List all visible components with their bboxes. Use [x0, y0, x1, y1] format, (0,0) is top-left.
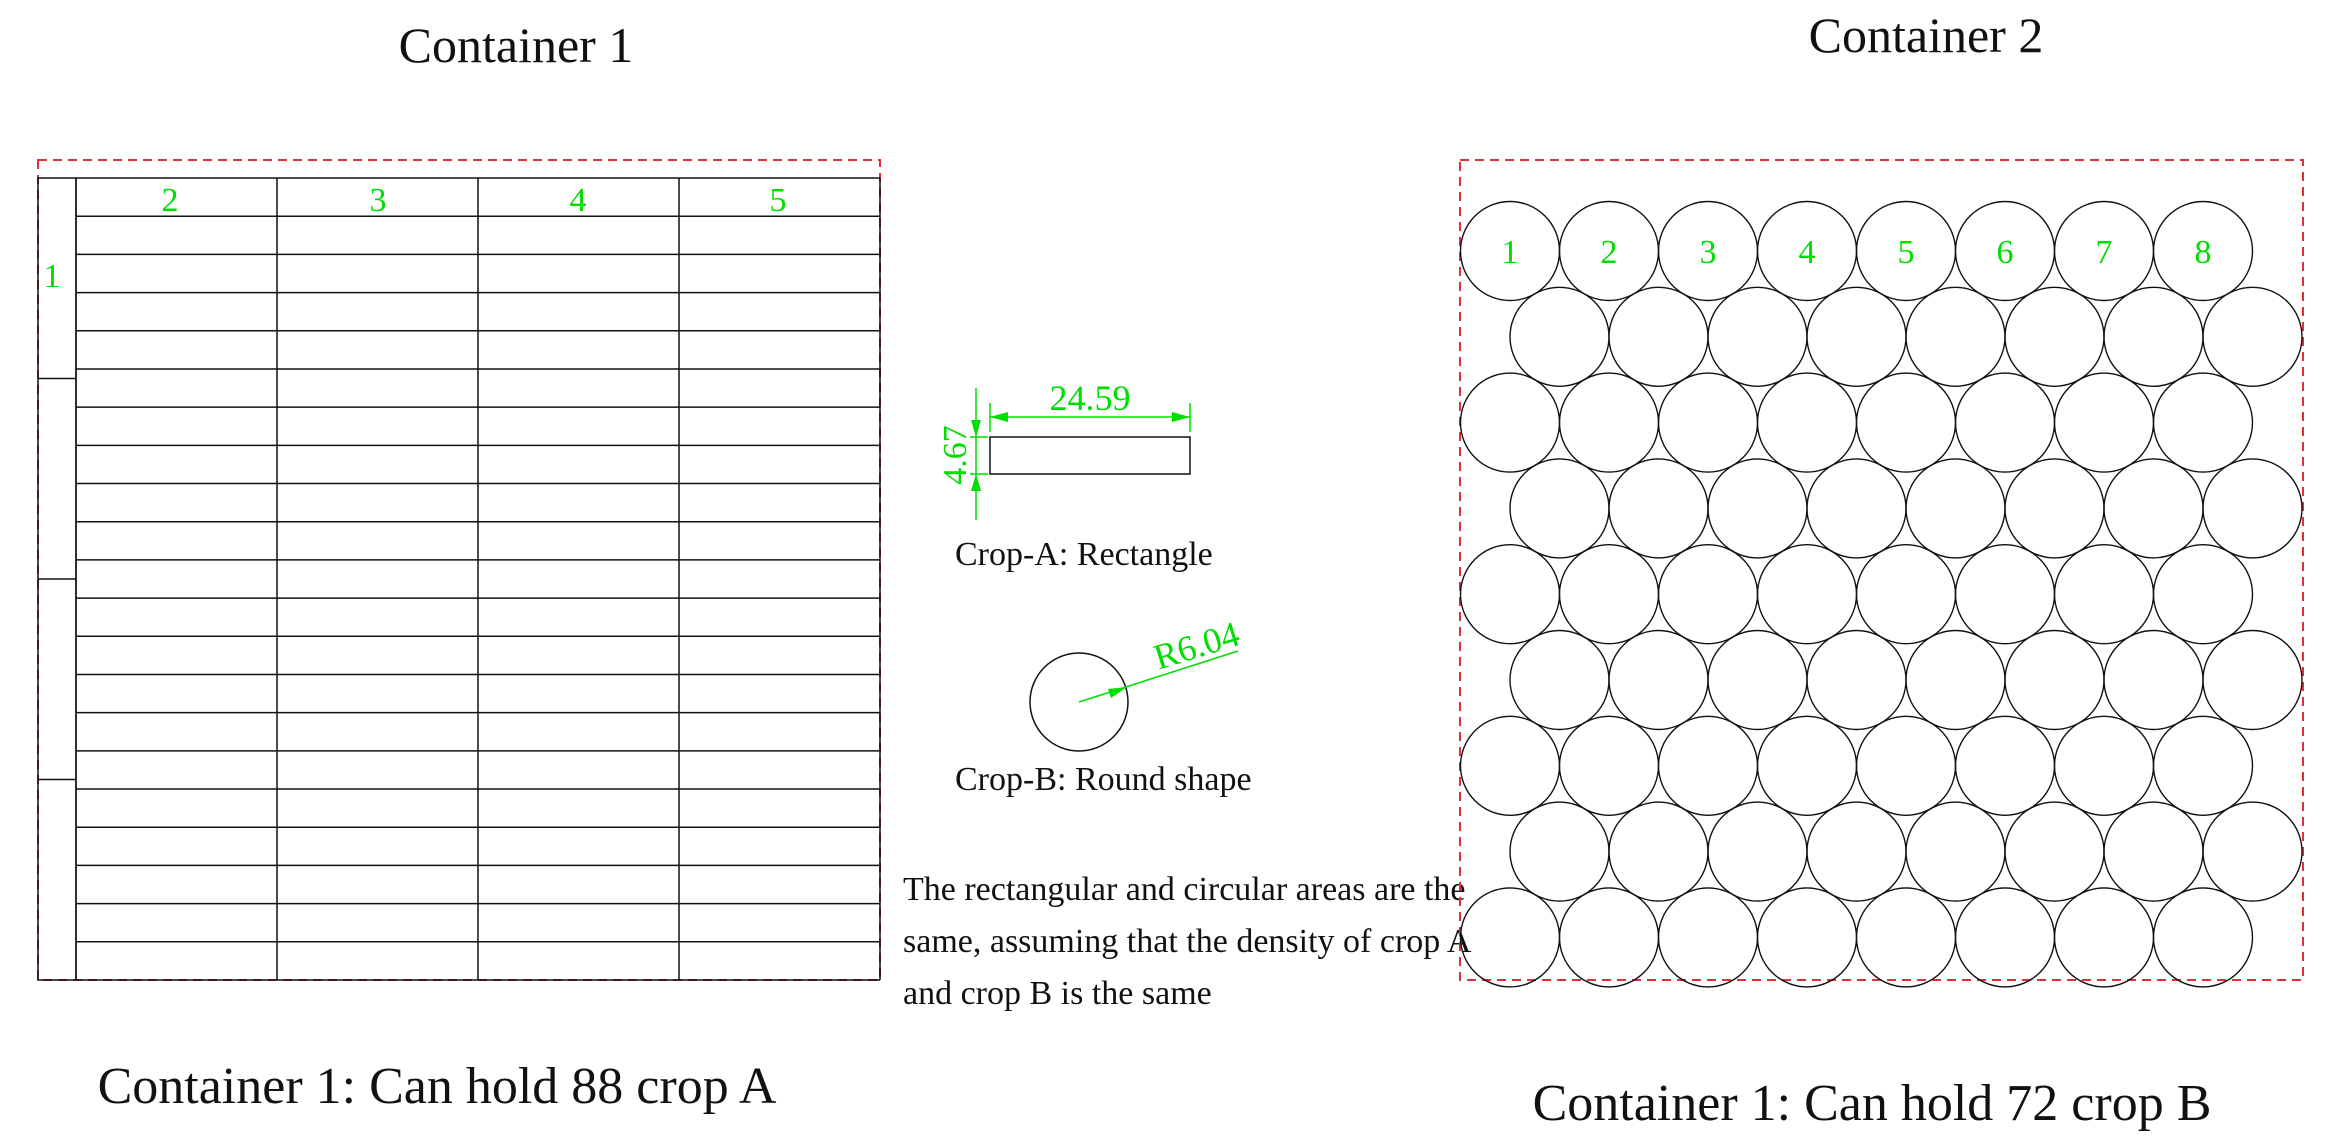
crop-b-circle [1807, 802, 1906, 901]
crop-b-circle [2203, 631, 2302, 730]
crop-b-circle [1708, 459, 1807, 558]
container-2-label: 4 [1798, 234, 1816, 271]
crop-b-circle [1461, 373, 1560, 472]
note-line-2: same, assuming that the density of crop A [903, 923, 1472, 960]
crop-b-circle [1510, 459, 1609, 558]
crop-b-circle [1659, 716, 1758, 815]
crop-a-figure [937, 378, 1190, 520]
container-1-label-1: 1 [43, 258, 61, 295]
crop-b-circle [2055, 716, 2154, 815]
container-2-label: 8 [2194, 234, 2212, 271]
container-2-label: 7 [2095, 234, 2113, 271]
container-1 [38, 160, 880, 980]
crop-b-circle [1906, 459, 2005, 558]
crop-a-caption: Crop-A: Rectangle [955, 536, 1213, 573]
container-2 [1460, 160, 2303, 987]
crop-b-circle [2203, 802, 2302, 901]
crop-b-circle [1906, 631, 2005, 730]
container-1-label-2: 2 [161, 182, 179, 219]
crop-b-circle [1807, 287, 1906, 386]
crop-b-circle [1510, 802, 1609, 901]
crop-b-circle [1609, 631, 1708, 730]
crop-b-circle [1758, 373, 1857, 472]
crop-b-circle [2203, 287, 2302, 386]
crop-b-circle [2154, 888, 2253, 987]
crop-b-circle [1956, 545, 2055, 644]
crop-a-width-label: 24.59 [1049, 378, 1131, 418]
crop-b-caption: Crop-B: Round shape [955, 761, 1252, 798]
crop-b-circle [2055, 888, 2154, 987]
container-2-label: 1 [1501, 234, 1519, 271]
crop-b-circle [1659, 888, 1758, 987]
container-2-label: 2 [1600, 234, 1618, 271]
note-line-3: and crop B is the same [903, 975, 1212, 1012]
crop-b-circle [1560, 888, 1659, 987]
crop-b-circle [2154, 545, 2253, 644]
crop-b-circle [2005, 287, 2104, 386]
crop-b-radius-arrow [1108, 687, 1127, 698]
crop-b-circle [1560, 373, 1659, 472]
crop-b-circle [1906, 287, 2005, 386]
container-2-label: 3 [1699, 234, 1717, 271]
crop-b-circle [2154, 716, 2253, 815]
container-1-label-3: 3 [369, 182, 387, 219]
crop-a-height-label: 4.67 [937, 425, 974, 485]
crop-b-circle [1510, 287, 1609, 386]
crop-b-circle [1659, 373, 1758, 472]
crop-b-circle [1758, 716, 1857, 815]
crop-b-circle [1956, 888, 2055, 987]
container-2-title: Container 2 [1808, 7, 2044, 63]
crop-b-circle [1807, 459, 1906, 558]
container-1-label-5: 5 [769, 182, 787, 219]
crop-b-circle [1807, 631, 1906, 730]
container-2-outline [1460, 160, 2303, 980]
crop-b-circle [1857, 716, 1956, 815]
crop-b-circle [2055, 373, 2154, 472]
crop-b-circle [1857, 888, 1956, 987]
crop-a-rectangle [990, 437, 1190, 474]
crop-b-circle [1609, 287, 1708, 386]
crop-b-circle [1708, 802, 1807, 901]
crop-b-circle [1708, 287, 1807, 386]
crop-b-circle [2005, 459, 2104, 558]
crop-b-circle [1857, 373, 1956, 472]
container-1-title: Container 1 [398, 17, 634, 73]
container-1-caption: Container 1: Can hold 88 crop A [97, 1058, 777, 1115]
note-line-1: The rectangular and circular areas are the [903, 871, 1466, 908]
crop-a-width-arrow-left [990, 412, 1008, 422]
crop-b-circle [2104, 287, 2203, 386]
crop-b-circle [1758, 545, 1857, 644]
crop-b-circle [1461, 888, 1560, 987]
crop-b-circle [1708, 631, 1807, 730]
container-2-circles [1461, 202, 2303, 987]
crop-b-circle [2005, 802, 2104, 901]
crop-b-circle [1461, 545, 1560, 644]
crop-b-circle [2104, 802, 2203, 901]
container-1-outline [38, 160, 880, 980]
crop-b-circle [2104, 459, 2203, 558]
crop-b-circle [2055, 545, 2154, 644]
crop-b-circle [1510, 631, 1609, 730]
crop-b-circle [1609, 802, 1708, 901]
crop-b-circle [1857, 545, 1956, 644]
crop-b-radius-label: R6.04 [1149, 613, 1244, 678]
container-2-caption: Container 1: Can hold 72 crop B [1532, 1075, 2212, 1132]
crop-b-circle [1956, 716, 2055, 815]
crop-a-width-arrow-right [1172, 412, 1190, 422]
crop-b-circle [2005, 631, 2104, 730]
crop-b-circle [1906, 802, 2005, 901]
crop-b-circle [2203, 459, 2302, 558]
explanation-note [903, 871, 1472, 1012]
crop-b-circle [1659, 545, 1758, 644]
container-2-label: 5 [1897, 234, 1915, 271]
crop-b-circle [1758, 888, 1857, 987]
crop-b-figure [1030, 614, 1244, 751]
crop-b-circle [1560, 716, 1659, 815]
crop-b-circle [1560, 545, 1659, 644]
crop-b-circle [1461, 716, 1560, 815]
crop-b-circle [1609, 459, 1708, 558]
container-1-label-4: 4 [569, 182, 587, 219]
crop-b-circle [2104, 631, 2203, 730]
container-2-label: 6 [1996, 234, 2014, 271]
crop-b-circle [2154, 373, 2253, 472]
container-1-grid [38, 178, 880, 980]
crop-b-circle [1956, 373, 2055, 472]
